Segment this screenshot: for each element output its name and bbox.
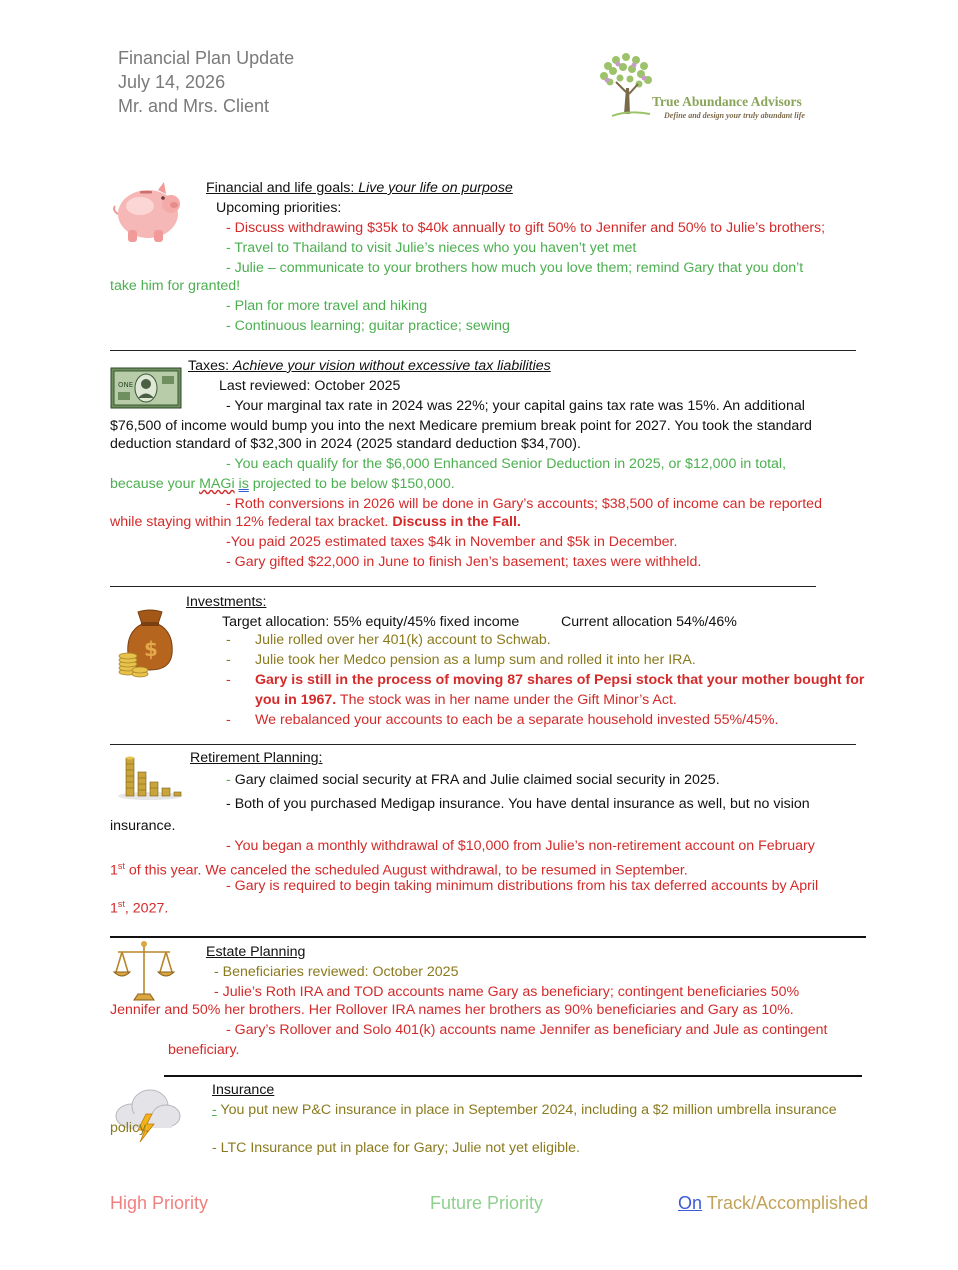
bullet-dash: - — [226, 652, 231, 668]
taxes-line: because your MAGi is projected to be below $150,000. — [110, 476, 455, 492]
retirement-line: - Both of you purchased Medigap insurance. You have dental insurance as well, but no vision — [226, 796, 810, 812]
estate-line: - Julie’s Roth IRA and TOD accounts name Gary as beneficiary; contingent beneficiaries 50% — [214, 984, 800, 1000]
taxes-heading: Taxes: Achieve your vision without excessive tax liabilities — [188, 358, 551, 374]
insurance-line: - You put new P&C insurance in place in September 2024, including a $2 million umbrella insurance — [212, 1102, 837, 1118]
goal-item: - Continuous learning; guitar practice; sewing — [226, 318, 510, 334]
goals-subheading: Live your life on purpose — [358, 180, 513, 196]
legend-high-priority: High Priority — [110, 1193, 209, 1213]
svg-text:$: $ — [144, 637, 158, 661]
investment-item: Julie rolled over her 401(k) account to Schwab. — [255, 632, 551, 648]
logo-name: True Abundance Advisors — [652, 94, 802, 109]
taxes-line: while staying within 12% federal tax bracket. Discuss in the Fall. — [110, 514, 521, 530]
bullet-dash: - — [226, 796, 231, 812]
retirement-line: - You began a monthly withdrawal of $10,000 from Julie’s non-retirement account on February — [226, 838, 815, 854]
retirement-line: - Gary is required to begin taking minimum distributions from his tax deferred accounts by April — [226, 878, 819, 894]
legend-on-track: On Track/Accomplished — [678, 1193, 869, 1213]
taxes-sub: Last reviewed: October 2025 — [219, 378, 401, 394]
insurance-heading: Insurance — [212, 1082, 275, 1098]
investments-heading: Investments: — [186, 594, 267, 610]
insurance-line: policy. — [110, 1120, 150, 1136]
scales-icon — [112, 938, 176, 1004]
taxes-line: deduction standard of $32,300 in 2024 (2025 standard deduction $34,700). — [110, 436, 581, 452]
taxes-heading-label: Taxes — [188, 358, 226, 374]
taxes-line: - You each qualify for the $6,000 Enhanced Senior Deduction in 2025, or $12,000 in total, — [226, 456, 787, 472]
retirement-line: insurance. — [110, 818, 176, 834]
investment-item: you in 1967. The stock was in her name under the Gift Minor’s Act. — [255, 692, 677, 708]
taxes-line: $76,500 of income would bump you into the next Medicare premium break point for 2027. You took the standard — [110, 418, 812, 434]
client-name: Mr. and Mrs. Client — [118, 96, 270, 116]
company-logo — [598, 52, 848, 124]
section-divider — [110, 350, 856, 351]
retirement-line: 1st, 2027. — [110, 899, 169, 917]
current-allocation: Current allocation 54%/46% — [561, 614, 737, 630]
retirement-heading: Retirement Planning: — [190, 750, 323, 766]
bullet-dash: - — [226, 632, 231, 648]
investment-item: Julie took her Medco pension as a lump sum and rolled it into her IRA. — [255, 652, 696, 668]
bullet-dash: - — [226, 672, 231, 688]
dollar-bill-icon — [110, 364, 182, 410]
taxes-line: - Gary gifted $22,000 in June to finish Jen’s basement; taxes were withheld. — [226, 554, 702, 570]
estate-heading: Estate Planning — [206, 944, 306, 960]
section-divider — [164, 1075, 862, 1077]
svg-text:ONE: ONE — [118, 381, 134, 389]
retirement-line: 1st of this year. We canceled the scheduled August withdrawal, to be resumed in September. — [110, 861, 688, 879]
document-date: July 14, 2026 — [118, 72, 226, 92]
retirement-line: - Gary claimed social security at FRA and Julie claimed social security in 2025. — [226, 772, 720, 788]
money-bag-icon — [114, 606, 178, 678]
piggy-bank-icon — [108, 178, 184, 248]
legend-future-priority: Future Priority — [430, 1193, 544, 1213]
estate-line: Jennifer and 50% her brothers. Her Rollover IRA names her brothers as 90% beneficiaries and Gary as 10%. — [110, 1002, 794, 1018]
bullet-dash: - — [212, 1102, 217, 1118]
goals-heading-label: Financial and life goals — [206, 180, 351, 196]
bullet-dash: - — [226, 712, 231, 728]
section-divider — [110, 744, 856, 745]
goals-heading: Financial and life goals: Live your life on purpose — [206, 180, 513, 196]
logo-tagline: Define and design your truly abundant life — [664, 111, 805, 120]
taxes-line: - Your marginal tax rate in 2024 was 22%; your capital gains tax rate was 15%. An additional — [226, 398, 805, 414]
tree-icon — [598, 52, 654, 122]
estate-line: - Beneficiaries reviewed: October 2025 — [214, 964, 459, 980]
taxes-line: - Roth conversions in 2026 will be done in Gary’s accounts; $38,500 of income can be reported — [226, 496, 822, 512]
estate-line: beneficiary. — [168, 1042, 240, 1058]
goal-item: - Travel to Thailand to visit Julie’s nieces who you haven’t yet met — [226, 240, 637, 256]
investment-item: Gary is still in the process of moving 87 shares of Pepsi stock that your mother bought for — [255, 672, 865, 688]
target-allocation: Target allocation: 55% equity/45% fixed income — [222, 614, 520, 630]
section-divider — [110, 586, 816, 587]
goal-item: take him for granted! — [110, 278, 241, 294]
goals-sub: Upcoming priorities: — [216, 200, 342, 216]
investment-item: We rebalanced your accounts to each be a separate household invested 55%/45%. — [255, 712, 779, 728]
insurance-line: - LTC Insurance put in place for Gary; Julie not yet eligible. — [212, 1140, 581, 1156]
document-title: Financial Plan Update — [118, 48, 295, 68]
bullet-dash: - — [226, 772, 231, 788]
coin-stacks-icon — [110, 750, 184, 802]
taxes-subheading: Achieve your vision without excessive tax liabilities — [232, 358, 551, 374]
section-divider — [110, 936, 866, 938]
goal-item: - Julie – communicate to your brothers how much you love them; remind Gary that you don’t — [226, 260, 804, 276]
goal-item: - Plan for more travel and hiking — [226, 298, 428, 314]
taxes-line: -You paid 2025 estimated taxes $4k in November and $5k in December. — [226, 534, 678, 550]
goal-item: - Discuss withdrawing $35k to $40k annually to gift 50% to Jennifer and 50% to Julie’s brothers; — [226, 220, 826, 236]
estate-line: - Gary’s Rollover and Solo 401(k) accounts name Jennifer as beneficiary and Jule as contingent — [226, 1022, 828, 1038]
